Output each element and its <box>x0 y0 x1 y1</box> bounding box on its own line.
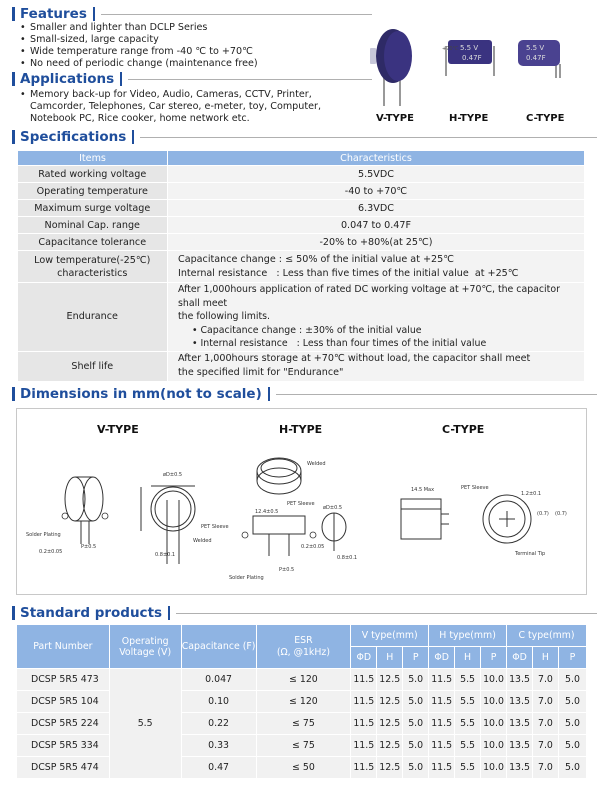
dim-h-title: H-TYPE <box>279 423 323 436</box>
c-d: 13.5 <box>507 735 533 757</box>
dim-c-title: C-TYPE <box>442 423 485 436</box>
spec-item-line: Low temperature(-25℃) <box>34 254 151 266</box>
v-lead2-label: 0.8±0.1 <box>155 552 176 558</box>
spec-header-items: Items <box>18 151 168 166</box>
spec-value-line: Capacitance change : ≤ 50% of the initial value at +25℃ <box>178 253 455 265</box>
spec-value-line: After 1,000hours storage at +70℃ without load, the capacitor shall meet <box>178 353 531 364</box>
v-pet-label: PET Sleeve <box>201 524 229 530</box>
c-d: 13.5 <box>507 757 533 779</box>
spec-value <box>168 351 585 381</box>
list-item: • Small-sized, large capacity <box>20 34 258 46</box>
list-item-text: Notebook PC, Rice cooker, home network etc. <box>30 113 250 124</box>
spec-value-line: the following limits. <box>178 311 270 322</box>
h-d: 11.5 <box>429 757 455 779</box>
v-d: 11.5 <box>351 735 377 757</box>
c-p: 5.0 <box>558 735 586 757</box>
heading-rule <box>176 613 597 614</box>
v-p: 5.0 <box>403 735 429 757</box>
col-h-type: H type(mm) <box>429 625 507 647</box>
features-list <box>20 22 258 70</box>
dimensions-heading <box>12 386 597 402</box>
h-marking-temp: +70℃ <box>442 46 459 52</box>
v-d: 11.5 <box>351 757 377 779</box>
c-p: 5.0 <box>558 713 586 735</box>
products-title: Standard products <box>20 605 163 621</box>
col-capacitance: Capacitance (F) <box>181 625 256 669</box>
v-d: 11.5 <box>351 691 377 713</box>
spec-item: Capacitance tolerance <box>18 234 168 251</box>
v-h: 12.5 <box>377 669 403 691</box>
c-p: 5.0 <box>558 691 586 713</box>
table-row <box>18 283 585 352</box>
c-type-label: C-TYPE <box>526 113 565 124</box>
spec-item: Maximum surge voltage <box>18 200 168 217</box>
heading-bar <box>120 72 122 86</box>
spec-item-line: characteristics <box>57 267 128 279</box>
col-v-type: V type(mm) <box>351 625 429 647</box>
h-p: 10.0 <box>481 735 507 757</box>
h-type-label: H-TYPE <box>449 113 489 124</box>
heading-rule <box>101 14 372 15</box>
v-h: 12.5 <box>377 757 403 779</box>
esr-value: ≤ 75 <box>256 735 351 757</box>
heading-bar <box>268 387 270 401</box>
sub-p: P <box>481 647 507 669</box>
applications-list <box>20 89 321 125</box>
spec-value-text: Internal resistance : Less than four times of the initial value <box>200 338 487 349</box>
v-lead-label: 0.2±0.05 <box>39 549 63 555</box>
col-esr-line: ESR <box>294 634 313 646</box>
heading-bar <box>168 606 170 620</box>
specifications-title: Specifications <box>20 129 127 145</box>
h-p: 10.0 <box>481 669 507 691</box>
applications-heading <box>12 71 372 87</box>
col-voltage <box>109 625 181 669</box>
heading-bar <box>93 7 95 21</box>
table-row <box>17 713 587 735</box>
list-item: • No need of periodic change (maintenance free) <box>20 58 258 70</box>
v-p: 5.0 <box>403 713 429 735</box>
list-item <box>20 113 321 125</box>
v-d: 11.5 <box>351 669 377 691</box>
v-d: 11.5 <box>351 713 377 735</box>
c-dim1-label: (0.7) <box>537 511 549 517</box>
heading-rule <box>140 137 597 138</box>
list-item <box>20 101 321 113</box>
features-heading <box>12 6 372 22</box>
v-h: 12.5 <box>377 713 403 735</box>
sub-d: ΦD <box>507 647 533 669</box>
h-h: 5.5 <box>455 669 481 691</box>
h-marking-cap: 0.47F <box>462 54 482 62</box>
col-c-type: C type(mm) <box>507 625 587 647</box>
sub-h: H <box>455 647 481 669</box>
part-number: DCSP 5R5 473 <box>17 669 110 691</box>
c-h: 7.0 <box>532 757 558 779</box>
h-p: 10.0 <box>481 713 507 735</box>
list-item-text: Camcorder, Telephones, Car stereo, e-meter, toy, Computer, <box>30 101 322 112</box>
dimensions-title: Dimensions in mm(not to scale) <box>20 386 262 402</box>
heading-bar <box>12 387 15 401</box>
h-lead-label: 0.2±0.05 <box>301 544 325 550</box>
esr-value: ≤ 120 <box>256 691 351 713</box>
h-d: 11.5 <box>429 735 455 757</box>
h-type-photo <box>440 36 500 78</box>
h-h: 5.5 <box>455 691 481 713</box>
voltage-value: 5.5 <box>109 669 181 779</box>
spec-item: Nominal Cap. range <box>18 217 168 234</box>
heading-rule <box>276 394 597 395</box>
v-type-drawing <box>23 464 229 576</box>
h-h: 5.5 <box>455 713 481 735</box>
spec-value: 6.3VDC <box>168 200 585 217</box>
esr-value: ≤ 120 <box>256 669 351 691</box>
list-item: • Memory back-up for Video, Audio, Cameras, CCTV, Printer, <box>20 89 321 101</box>
part-number: DCSP 5R5 334 <box>17 735 110 757</box>
table-row <box>17 757 587 779</box>
col-voltage-line: Operating <box>121 635 169 647</box>
spec-value-line: Internal resistance : Less than five times of the initial value at +25℃ <box>178 267 519 279</box>
v-type-label: V-TYPE <box>376 113 414 124</box>
cap-value: 0.047 <box>181 669 256 691</box>
c-terminal-label: Terminal Tip <box>515 551 546 557</box>
spec-value-text: Capacitance change : ±30% of the initial value <box>200 324 422 336</box>
table-row <box>18 217 585 234</box>
table-row <box>17 691 587 713</box>
h-type-drawing <box>229 451 379 581</box>
v-h: 12.5 <box>377 691 403 713</box>
col-esr <box>256 625 351 669</box>
v-p: 5.0 <box>403 757 429 779</box>
h-p: 10.0 <box>481 757 507 779</box>
table-row <box>18 200 585 217</box>
h-d: 11.5 <box>429 713 455 735</box>
spec-value <box>168 251 585 283</box>
h-pet-label: PET Sleeve <box>287 501 315 507</box>
c-type-photo <box>512 38 572 80</box>
c-h: 7.0 <box>532 713 558 735</box>
heading-rule <box>128 79 372 80</box>
c-h: 7.0 <box>532 735 558 757</box>
spec-item: Operating temperature <box>18 183 168 200</box>
h-d: 11.5 <box>429 691 455 713</box>
part-number: DCSP 5R5 104 <box>17 691 110 713</box>
spec-value-line: After 1,000hours application of rated DC working voltage at +70℃, the capacitor shall meet <box>178 284 560 309</box>
spec-item <box>18 251 168 283</box>
table-row <box>18 351 585 381</box>
c-type-drawing <box>387 479 582 569</box>
spec-value-line: the specified limit for "Endurance" <box>178 367 344 378</box>
c-d: 13.5 <box>507 713 533 735</box>
c-h: 7.0 <box>532 691 558 713</box>
h-p-label: P±0.5 <box>279 567 295 573</box>
c-pet-label: PET Sleeve <box>461 485 489 491</box>
table-row <box>17 735 587 757</box>
sub-p: P <box>403 647 429 669</box>
products-table <box>16 624 587 779</box>
v-p: 5.0 <box>403 691 429 713</box>
applications-title: Applications <box>20 71 115 87</box>
table-row <box>18 183 585 200</box>
v-solder-label: Solder Plating <box>26 532 61 538</box>
h-w-label: 12.4±0.5 <box>255 509 279 515</box>
c-w-label: 14.5 Max <box>411 487 435 493</box>
col-voltage-line: Voltage (V) <box>119 646 172 658</box>
heading-bar <box>12 72 15 86</box>
h-h: 5.5 <box>455 757 481 779</box>
table-row <box>17 669 587 691</box>
spec-value <box>168 283 585 352</box>
cap-value: 0.47 <box>181 757 256 779</box>
h-solder-label: Solder Plating <box>229 575 264 581</box>
v-type-photo <box>362 18 424 108</box>
table-row <box>18 251 585 283</box>
h-d: 11.5 <box>429 669 455 691</box>
heading-bar <box>12 606 15 620</box>
h-h: 5.5 <box>455 735 481 757</box>
spec-value-line: • Capacitance change : ±30% of the initial value <box>192 324 422 336</box>
v-welded-label: Welded <box>193 538 212 544</box>
heading-bar <box>132 130 134 144</box>
spec-item: Endurance <box>18 283 168 352</box>
specifications-table <box>17 150 585 382</box>
cap-value: 0.33 <box>181 735 256 757</box>
v-h: 12.5 <box>377 735 403 757</box>
spec-item: Shelf life <box>18 351 168 381</box>
table-row <box>18 166 585 183</box>
h-lead2-label: 0.8±0.1 <box>337 555 358 561</box>
list-item: • Wide temperature range from -40 ℃ to +70℃ <box>20 46 258 58</box>
heading-bar <box>12 7 15 21</box>
sub-h: H <box>377 647 403 669</box>
c-marking-voltage: 5.5 V <box>526 44 545 52</box>
cap-value: 0.22 <box>181 713 256 735</box>
c-d: 13.5 <box>507 669 533 691</box>
sub-p: P <box>558 647 586 669</box>
part-number: DCSP 5R5 224 <box>17 713 110 735</box>
c-d: 13.5 <box>507 691 533 713</box>
spec-value: -40 to +70℃ <box>168 183 585 200</box>
col-esr-line: (Ω, @1kHz) <box>276 646 330 658</box>
h-p: 10.0 <box>481 691 507 713</box>
sub-d: ΦD <box>351 647 377 669</box>
c-dim2-label: (0.7) <box>555 511 567 517</box>
v-p-label: P±0.5 <box>81 544 97 550</box>
spec-value: 5.5VDC <box>168 166 585 183</box>
v-p: 5.0 <box>403 669 429 691</box>
specifications-heading <box>12 129 597 145</box>
sub-d: ΦD <box>429 647 455 669</box>
c-p: 5.0 <box>558 757 586 779</box>
spec-header-characteristics: Characteristics <box>168 151 585 166</box>
table-row <box>18 234 585 251</box>
c-p: 5.0 <box>558 669 586 691</box>
spec-value: 0.047 to 0.47F <box>168 217 585 234</box>
h-marking-voltage: 5.5 V <box>460 44 479 52</box>
dimensions-box <box>16 408 587 595</box>
spec-value: -20% to +80%(at 25℃) <box>168 234 585 251</box>
features-title: Features <box>20 6 87 22</box>
part-number: DCSP 5R5 474 <box>17 757 110 779</box>
v-d-label: øD±0.5 <box>163 472 183 478</box>
list-item: • Smaller and lighter than DCLP Series <box>20 22 258 34</box>
col-part-number: Part Number <box>17 625 110 669</box>
h-d-label: øD±0.5 <box>323 505 343 511</box>
h-welded-label: Welded <box>307 461 326 467</box>
sub-h: H <box>532 647 558 669</box>
heading-bar <box>12 130 15 144</box>
c-h-label: 1.2±0.1 <box>521 491 542 497</box>
c-marking-cap: 0.47F <box>526 54 546 62</box>
products-heading <box>12 605 597 621</box>
spec-item: Rated working voltage <box>18 166 168 183</box>
cap-value: 0.10 <box>181 691 256 713</box>
c-h: 7.0 <box>532 669 558 691</box>
dim-v-title: V-TYPE <box>97 423 139 436</box>
esr-value: ≤ 50 <box>256 757 351 779</box>
spec-value-line: • Internal resistance : Less than four times of the initial value <box>192 338 487 349</box>
esr-value: ≤ 75 <box>256 713 351 735</box>
